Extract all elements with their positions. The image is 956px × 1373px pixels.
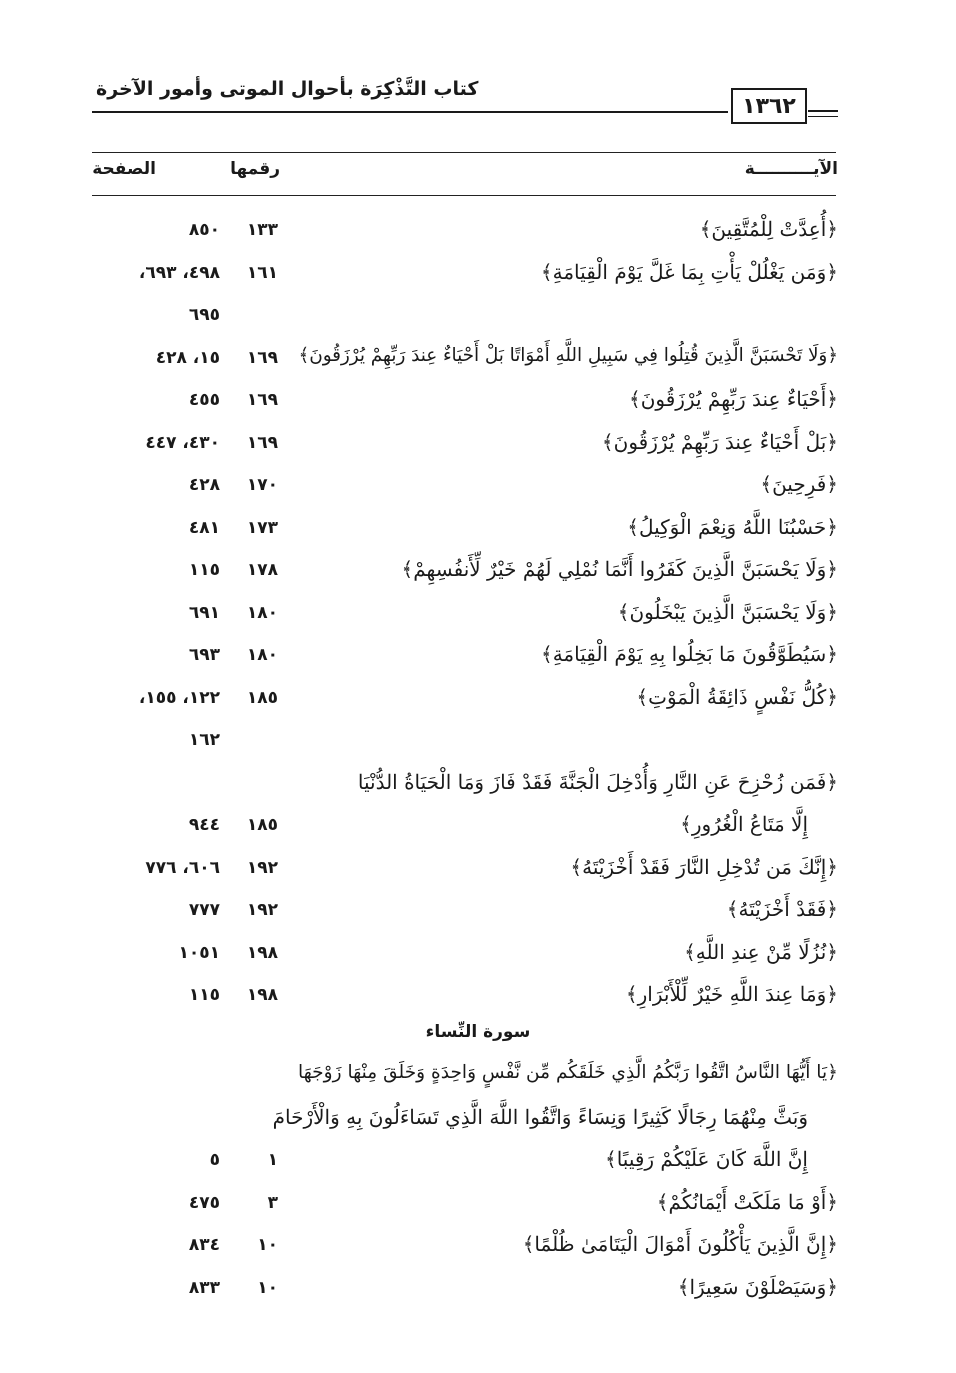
table-row bbox=[0, 1058, 956, 1098]
ayah-number: ١٧٨ bbox=[246, 560, 278, 580]
ayah-number: ١ bbox=[267, 1150, 278, 1170]
table-row bbox=[0, 553, 956, 593]
ayah-number: ١٨٠ bbox=[246, 602, 278, 623]
page-references: ٤٥٥ bbox=[188, 390, 220, 410]
ayah-number: ١٠ bbox=[257, 1235, 278, 1255]
table-row bbox=[0, 511, 956, 551]
page-references: ٤٧٥ bbox=[188, 1192, 220, 1213]
page-references: ١٦٢ bbox=[188, 730, 220, 750]
verse-text: ﴿حَسْبُنَا اللَّهُ وَنِعْمَ الْوَكِيلُ﴾ bbox=[627, 514, 838, 539]
page-references: ٤٩٨، ٦٩٣، bbox=[138, 262, 220, 283]
verse-text: ﴿وَلَا يَحْسَبَنَّ الَّذِينَ يَبْخَلُونَ﴾ bbox=[617, 599, 838, 624]
verse-text: ﴿وَلَا تَحْسَبَنَّ الَّذِينَ قُتِلُوا فِي سَبِيلِ اللَّهِ أَمْوَاتًا بَلْ أَحْيَاءٌ عِندَ رَبِّهِمْ يُرْزَقُونَ﴾ bbox=[298, 344, 838, 366]
header-rule-right-thin bbox=[808, 116, 838, 117]
page-references: ١٥، ٤٢٨ bbox=[155, 347, 220, 368]
column-header-rule-bottom bbox=[92, 195, 836, 196]
table-row bbox=[0, 808, 956, 848]
table-row bbox=[0, 426, 956, 466]
table-row bbox=[0, 681, 956, 721]
page-references: ١٠٥١ bbox=[178, 942, 220, 963]
verse-text: إِلَّا مَتَاعُ الْغُرُورِ﴾ bbox=[680, 812, 808, 836]
page-references: ٦٩٥ bbox=[188, 305, 220, 325]
page-references: ٦٠٦، ٧٧٦ bbox=[145, 857, 220, 878]
table-row bbox=[0, 766, 956, 806]
page-references: ٧٧٧ bbox=[188, 900, 220, 920]
table-row bbox=[0, 638, 956, 678]
ayah-number: ١٩٢ bbox=[246, 900, 278, 920]
table-row bbox=[0, 468, 956, 508]
page-references: ٤٨١ bbox=[188, 517, 220, 538]
ayah-number: ١٦٩ bbox=[246, 347, 278, 368]
ayah-number: ٣ bbox=[267, 1192, 278, 1213]
verse-text: إِنَّ اللَّهَ كَانَ عَلَيْكُمْ رَقِيبًا﴾ bbox=[604, 1147, 808, 1171]
table-row bbox=[0, 1101, 956, 1141]
verse-text: ﴿فَقَدْ أَخْزَيْتَهُ﴾ bbox=[726, 897, 838, 921]
table-row bbox=[0, 213, 956, 253]
verse-text: ﴿نُزُلًا مِّنْ عِندِ اللَّهِ﴾ bbox=[684, 939, 838, 964]
page-references: ٦٩٣ bbox=[188, 645, 220, 665]
page-references: ١١٥ bbox=[188, 560, 220, 580]
verse-text: ﴿يَا أَيُّهَا النَّاسُ اتَّقُوا رَبَّكُمُ الَّذِي خَلَقَكُم مِّن نَّفْسٍ وَاحِدَةٍ وَخَلَقَ مِنْهَا زَوْجَهَا bbox=[297, 1062, 838, 1083]
page-references: ٨٥٠ bbox=[188, 220, 220, 240]
verse-text: ﴿وَلَا يَحْسَبَنَّ الَّذِينَ كَفَرُوا أَنَّمَا نُمْلِي لَهُمْ خَيْرٌ لِّأَنفُسِهِمْ﴾ bbox=[401, 557, 838, 581]
ayah-number: ١٨٥ bbox=[246, 815, 278, 835]
table-row bbox=[0, 256, 956, 296]
page-references: ١٢٢، ١٥٥، bbox=[138, 687, 220, 708]
ayah-number: ١٨٠ bbox=[246, 645, 278, 665]
verse-text: ﴿وَسَيَصْلَوْنَ سَعِيرًا﴾ bbox=[677, 1274, 838, 1299]
column-header-verse: الآيــــــــــة bbox=[744, 159, 838, 179]
table-row bbox=[0, 936, 956, 976]
table-row bbox=[0, 1228, 956, 1268]
ayah-number: ١٣٣ bbox=[246, 220, 278, 240]
verse-text: ﴿كُلُّ نَفْسٍ ذَائِقَةُ الْمَوْتِ﴾ bbox=[636, 684, 838, 709]
page-references: ٨٣٣ bbox=[188, 1277, 220, 1298]
verse-text: ﴿فَمَن زُحْزِحَ عَنِ النَّارِ وَأُدْخِلَ الْجَنَّةَ فَقَدْ فَازَ وَمَا الْحَيَاةُ الدُّنْيَا bbox=[357, 769, 838, 794]
verse-text: ﴿إِنَّكَ مَن تُدْخِلِ النَّارَ فَقَدْ أَخْزَيْتَهُ﴾ bbox=[570, 854, 838, 879]
ayah-number: ١٨٥ bbox=[246, 687, 278, 708]
page-references: ١١٥ bbox=[188, 985, 220, 1005]
ayah-number: ١٦٩ bbox=[246, 432, 278, 453]
verse-text: ﴿وَمَن يَغْلُلْ يَأْتِ بِمَا غَلَّ يَوْمَ الْقِيَامَةِ﴾ bbox=[540, 259, 838, 284]
verse-text: ﴿سَيُطَوَّقُونَ مَا بَخِلُوا بِهِ يَوْمَ الْقِيَامَةِ﴾ bbox=[540, 642, 838, 666]
page-references: ٤٢٨ bbox=[188, 475, 220, 495]
table-row bbox=[0, 723, 956, 763]
column-header-rule-top bbox=[92, 152, 836, 153]
page-references: ٩٤٤ bbox=[188, 815, 220, 835]
ayah-number: ١٩٨ bbox=[246, 942, 278, 963]
table-row bbox=[0, 978, 956, 1018]
verse-text: ﴿أَوْ مَا مَلَكَتْ أَيْمَانُكُمْ﴾ bbox=[656, 1189, 838, 1214]
ayah-number: ١٧٣ bbox=[246, 517, 278, 538]
verse-text: ﴿أُعِدَّتْ لِلْمُتَّقِينَ﴾ bbox=[699, 217, 838, 241]
ayah-number: ١٦٩ bbox=[246, 390, 278, 410]
ayah-number: ١٠ bbox=[257, 1277, 278, 1298]
ayah-number: ١٧٠ bbox=[246, 475, 278, 495]
column-header-ayah-number: رقمها bbox=[230, 159, 280, 179]
verse-text: وَبَثَّ مِنْهُمَا رِجَالًا كَثِيرًا وَنِسَاءً وَاتَّقُوا اللَّهَ الَّذِي تَسَاءَلُونَ بِهِ وَالْأَرْحَامَ bbox=[272, 1104, 808, 1129]
table-row bbox=[0, 596, 956, 636]
page-references: ٤٣٠، ٤٤٧ bbox=[145, 432, 220, 453]
page-references: ٦٩١ bbox=[188, 602, 220, 623]
table-row bbox=[0, 1186, 956, 1226]
table-row bbox=[0, 893, 956, 933]
table-row bbox=[0, 298, 956, 338]
page-number: ١٣٦٢ bbox=[731, 88, 807, 124]
ayah-number: ١٩٢ bbox=[246, 857, 278, 878]
column-header-page: الصفحة bbox=[92, 159, 156, 179]
surah-heading: سورة النِّساء bbox=[425, 1022, 531, 1042]
ayah-number: ١٦١ bbox=[246, 262, 278, 283]
verse-text: ﴿بَلْ أَحْيَاءٌ عِندَ رَبِّهِمْ يُرْزَقُونَ﴾ bbox=[601, 429, 838, 454]
page-references: ٨٣٤ bbox=[188, 1235, 220, 1255]
ayah-number: ١٩٨ bbox=[246, 985, 278, 1005]
book-title: كتاب التَّذْكِرَة بأحوال الموتى وأمور الآخرة bbox=[96, 78, 479, 100]
table-row bbox=[0, 341, 956, 381]
page-references: ٥ bbox=[209, 1150, 220, 1170]
verse-text: ﴿إِنَّ الَّذِينَ يَأْكُلُونَ أَمْوَالَ الْيَتَامَىٰ ظُلْمًا﴾ bbox=[522, 1232, 838, 1256]
table-row bbox=[0, 1271, 956, 1311]
header-rule bbox=[92, 111, 728, 113]
table-row bbox=[0, 851, 956, 891]
table-row bbox=[0, 1143, 956, 1183]
verse-text: ﴿فَرِحِينَ﴾ bbox=[760, 472, 838, 496]
verse-text: ﴿وَمَا عِندَ اللَّهِ خَيْرٌ لِّلْأَبْرَارِ﴾ bbox=[625, 982, 838, 1006]
verse-text: ﴿أَحْيَاءٌ عِندَ رَبِّهِمْ يُرْزَقُونَ﴾ bbox=[628, 387, 838, 411]
header-rule-right bbox=[808, 110, 838, 112]
table-row bbox=[0, 383, 956, 423]
